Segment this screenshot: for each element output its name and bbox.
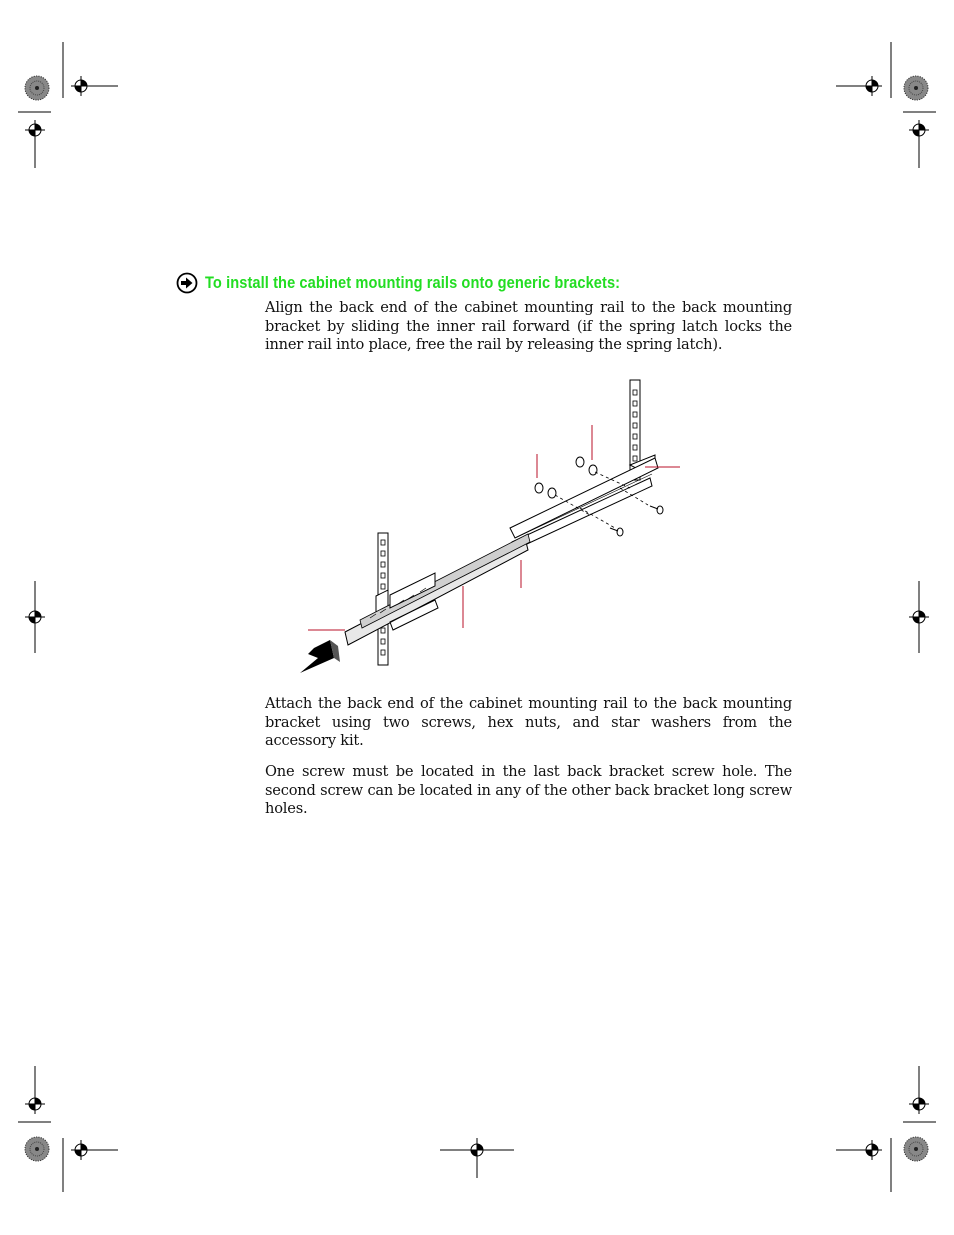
paragraph-screw-location: One screw must be located in the last back bracket screw hole. The second screw can be located in any of the other back bracket long screw holes. [265,763,792,818]
front-bracket [376,533,388,665]
section-heading [176,272,688,294]
callout-lines [308,425,680,630]
paragraph-attach-rail: Attach the back end of the cabinet mounting rail to the back mounting bracket using two screws, hex nuts, and star washers from the accessory kit. [265,695,792,750]
inner-rail [345,534,530,645]
paragraph-align-rail: Align the back end of the cabinet mounting rail to the back mounting bracket by sliding the inner rail forward (if the spring latch locks the inner rail into place, free the rail by releasing the spring latch). [265,299,792,354]
heading-text: To install the cabinet mounting rails onto generic brackets: [205,273,621,292]
arrow-right-circle-icon [176,272,198,294]
mounting-rail-illustration [290,370,690,690]
screws [610,506,663,536]
slide-direction-arrow [300,640,340,673]
outer-rail [510,458,658,550]
